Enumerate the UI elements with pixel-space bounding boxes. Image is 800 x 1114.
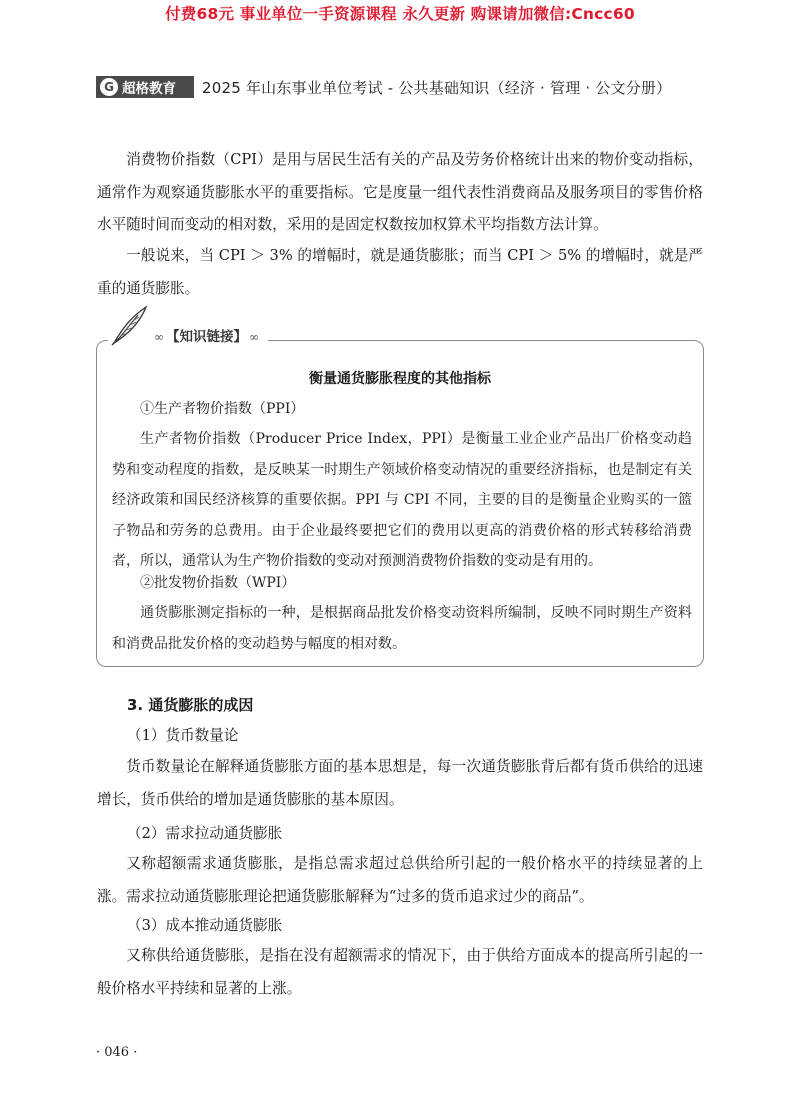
subheading-demand-pull: （2）需求拉动通货膨胀	[127, 825, 283, 842]
ppi-body: 生产者物价指数（Producer Price Index，PPI）是衡量工业企业产品出厂价格变动趋势和变动程度的指数，是反映某一时期生产领域价格变动情况的重要经济指标，也是制定有关经济政策和国民经济核算的重要依据。PPI 与 CPI 不同，主要的目的是衡量企业购买的一篮子物品和劳务的总费用。由于企业最终要把它们的费用以更高的消费价格的形式转移给消费者，所以，通常认为生产物价指数的变动对预测消费物价指数的变动是有用的。	[112, 431, 692, 569]
page-header	[96, 76, 716, 98]
paragraph-cost-push: 又称供给通货膨胀，是指在没有超额需求的情况下，由于供给方面成本的提高所引起的一般价格水平持续和显著的上涨。	[97, 947, 703, 997]
subheading-cost-push: （3）成本推动通货膨胀	[127, 917, 283, 934]
paragraph-cpi-threshold: 一般说来，当 CPI ＞ 3% 的增幅时，就是通货膨胀；而当 CPI ＞ 5% 的增幅时，就是严重的通货膨胀。	[97, 247, 703, 297]
logo-g-icon: G	[100, 78, 118, 96]
knowledge-box-label: 【知识链接】	[166, 329, 247, 345]
paragraph-cpi-definition: 消费物价指数（CPI）是用与居民生活有关的产品及劳务价格统计出来的物价变动指标，通常作为观察通货膨胀水平的重要指标。它是度量一组代表性消费商品及服务项目的零售价格水平随时间而变动的相对数，采用的是固定权数按加权算术平均指数方法计算。	[97, 151, 703, 233]
page-number: · 046 ·	[96, 1045, 138, 1060]
knowledge-box-title: 衡量通货膨胀程度的其他指标	[309, 371, 491, 387]
chain-icon: ∞	[154, 330, 164, 344]
subheading-quantity-theory: （1）货币数量论	[127, 727, 239, 744]
logo-text: 超格教育	[122, 81, 176, 97]
paragraph-quantity-theory: 货币数量论在解释通货膨胀方面的基本思想是，每一次通货膨胀背后都有货币供给的迅速增长，货币供给的增加是通货膨胀的基本原因。	[97, 758, 703, 808]
wpi-heading: ②批发物价指数（WPI）	[140, 575, 296, 591]
publisher-logo	[96, 76, 194, 98]
paragraph-demand-pull: 又称超额需求通货膨胀，是指总需求超过总供给所引起的一般价格水平的持续显著的上涨。需求拉动通货膨胀理论把通货膨胀解释为“过多的货币追求过少的商品”。	[97, 855, 703, 905]
quill-icon	[108, 303, 152, 347]
book-title: 2025 年山东事业单位考试 - 公共基础知识（经济 · 管理 · 公文分册）	[202, 78, 672, 97]
knowledge-box-tab	[108, 303, 268, 347]
watermark-banner: 付费68元 事业单位一手资源课程 永久更新 购课请加微信:Cncc60	[165, 5, 635, 23]
ppi-heading: ①生产者物价指数（PPI）	[140, 401, 305, 417]
wpi-body: 通货膨胀测定指标的一种，是根据商品批发价格变动资料所编制，反映不同时期生产资料和消费品批发价格的变动趋势与幅度的相对数。	[112, 605, 692, 652]
chain-icon-right: ∞	[249, 330, 259, 344]
section-heading-causes: 3. 通货膨胀的成因	[127, 696, 254, 714]
